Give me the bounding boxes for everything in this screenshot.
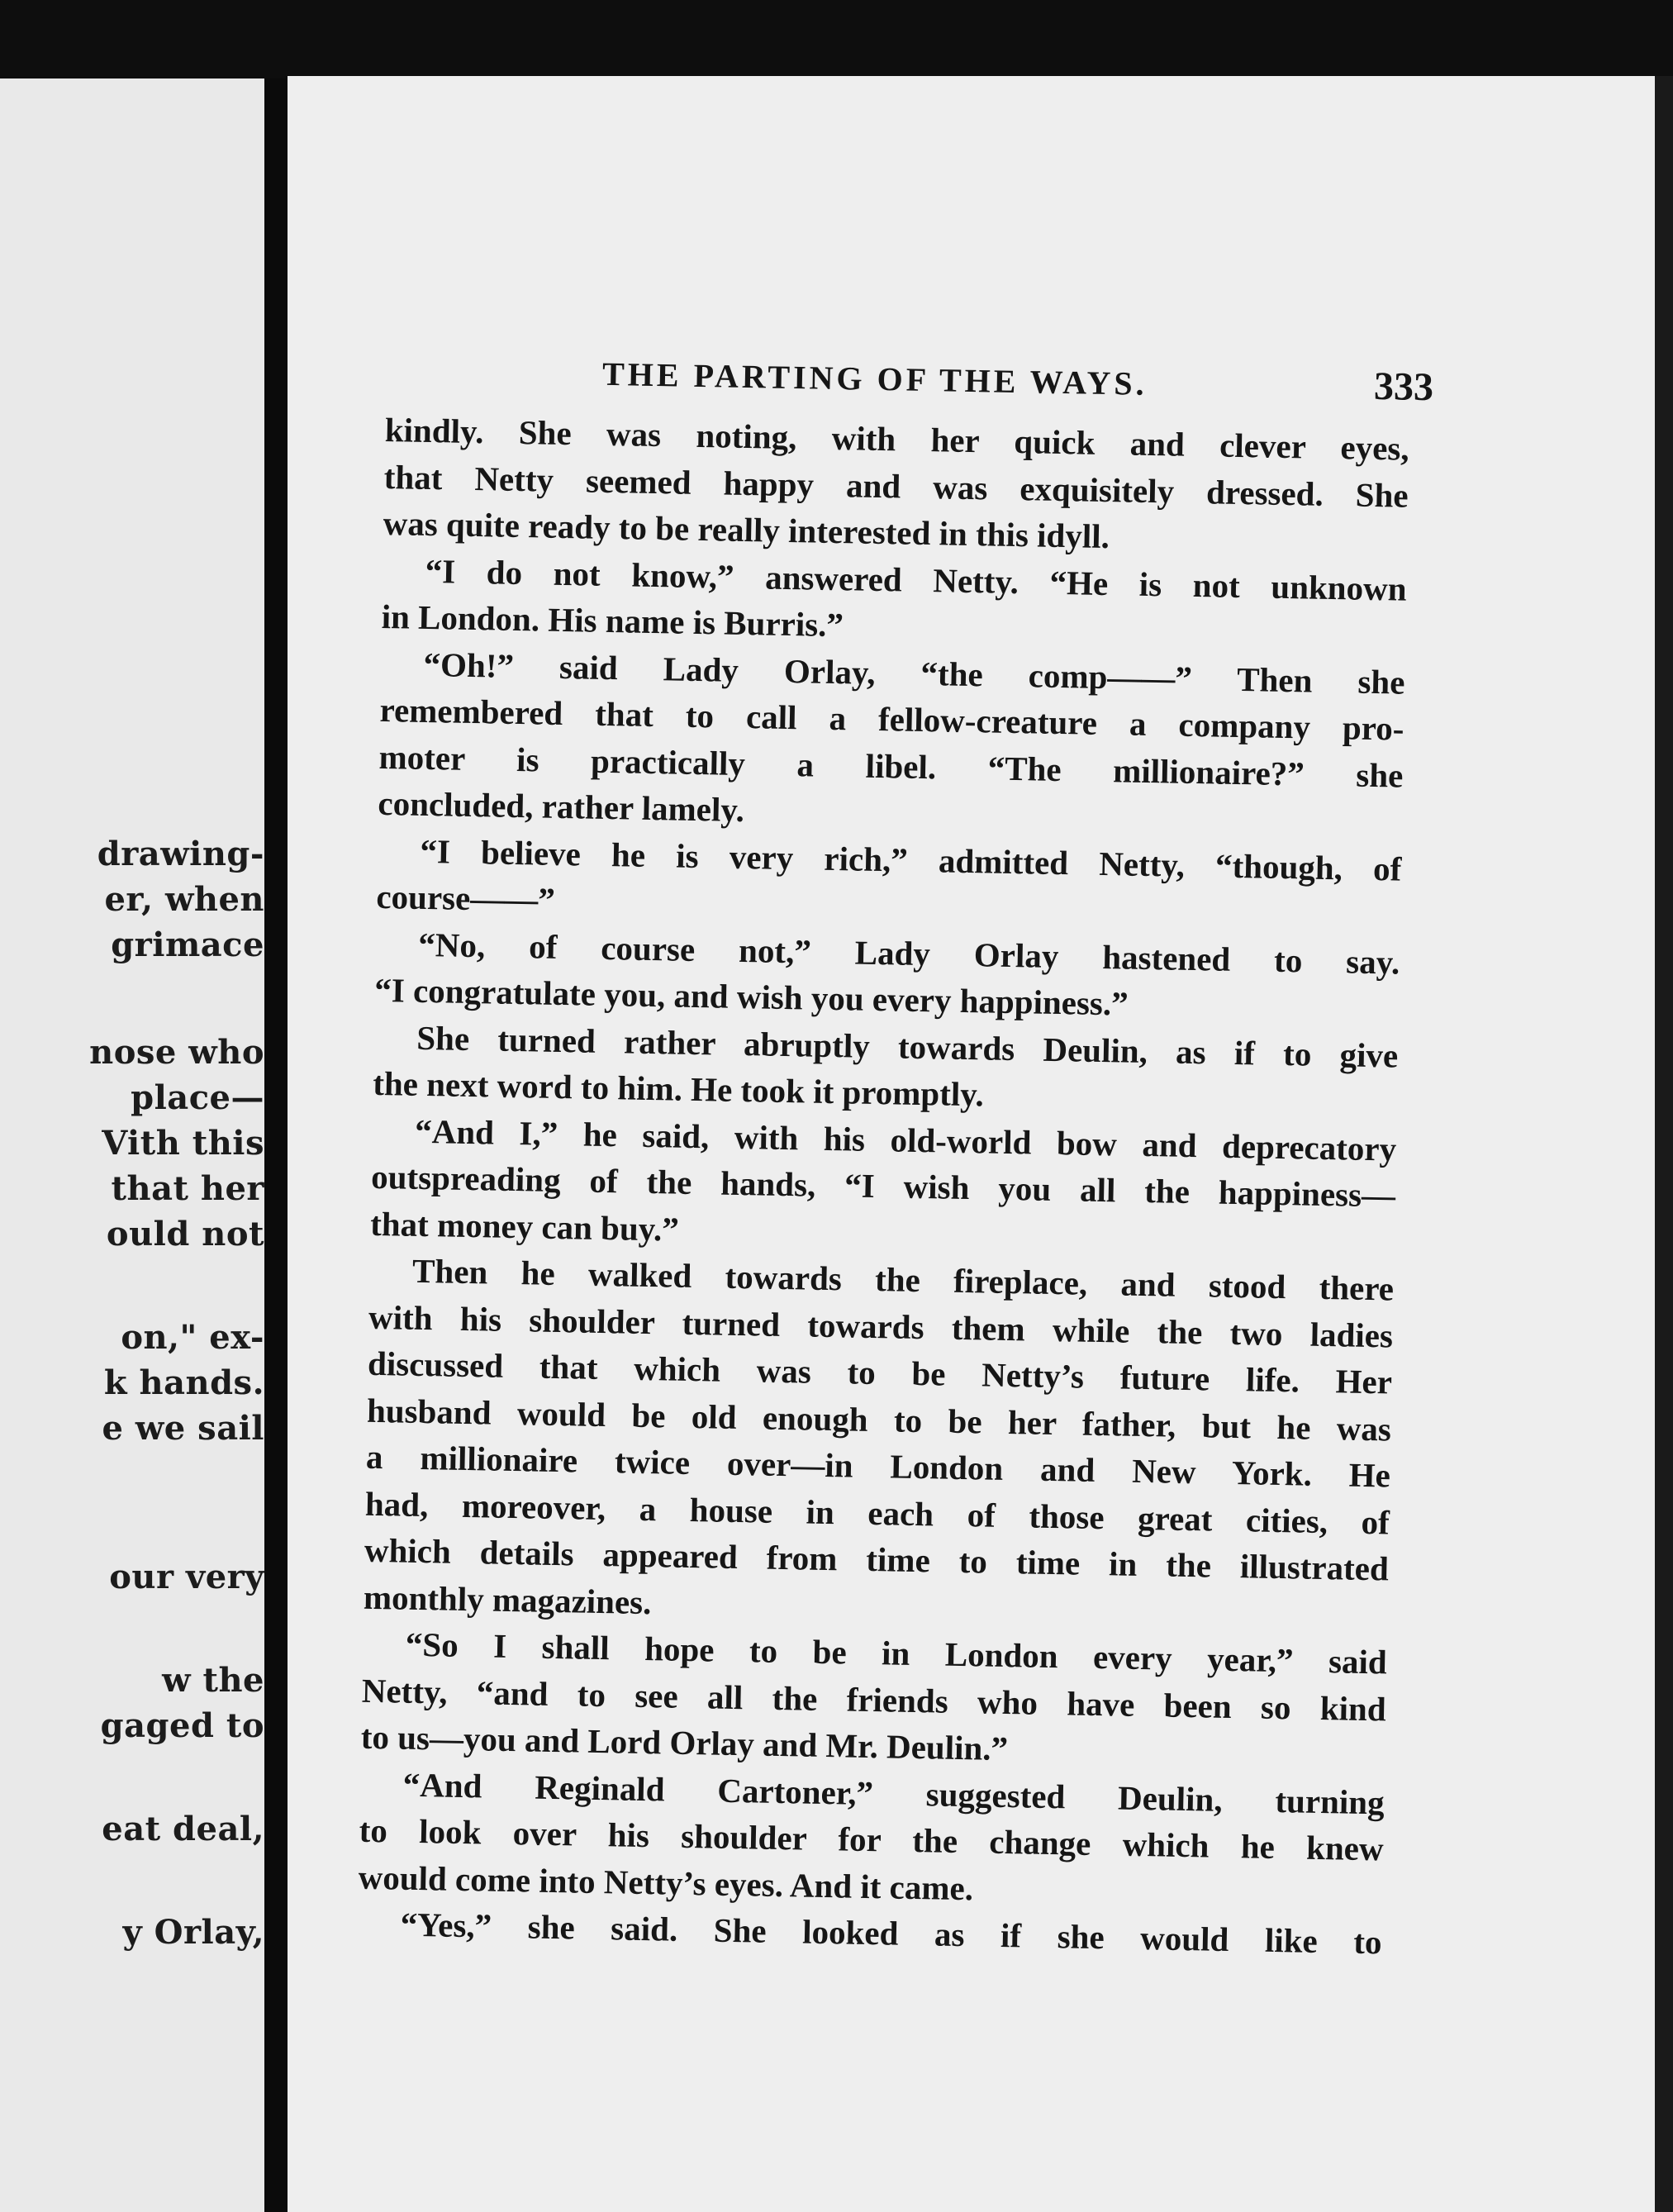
facing-page-line: place—: [131, 1078, 264, 1117]
text-line: course——”: [376, 877, 556, 919]
text-line: to us—you and Lord Orlay and Mr. Deulin.”: [360, 1717, 1009, 1768]
facing-page-line: er, when: [104, 880, 264, 919]
text-line: concluded, rather lamely.: [378, 783, 745, 830]
text-line: remembered that to call a fellow-creature a company pro-: [379, 690, 1404, 748]
text-line: Then he walked towards the fireplace, and stood there: [411, 1251, 1395, 1308]
text-line: discussed that which was to be Netty’s future life. Her: [367, 1344, 1393, 1401]
scanner-top-band: [0, 0, 1673, 83]
text-line: Netty, “and to see all the friends who have been so kind: [361, 1671, 1387, 1728]
running-head-title: THE PARTING OF THE WAYS.: [601, 354, 1148, 402]
page-text-block: [357, 332, 1434, 1966]
text-line: with his shoulder turned towards them while the two ladies: [368, 1297, 1394, 1355]
facing-page-line: our very: [109, 1558, 264, 1596]
facing-page-line: k hands.: [103, 1363, 264, 1402]
facing-page-line: nose who: [89, 1033, 264, 1072]
text-line: to look over his shoulder for the change which he knew: [359, 1810, 1384, 1868]
facing-page-line: y Orlay,: [122, 1913, 264, 1952]
page-number: 333: [1373, 364, 1434, 410]
text-line: “Yes,” she said. She looked as if she would like to: [400, 1905, 1382, 1962]
text-line: She turned rather abruptly towards Deulin, as if to give: [416, 1018, 1399, 1075]
text-line: “And I,” he said, with his old-world bow and deprecatory: [414, 1111, 1397, 1168]
text-line: “I do not know,” answered Netty. “He is not unknown: [425, 551, 1407, 608]
text-line: monthly magazines.: [363, 1577, 652, 1621]
text-line: was quite ready to be really interested in this idyll.: [383, 503, 1110, 556]
facing-page-line: drawing-: [97, 835, 264, 873]
text-line: outspreading of the hands, “I wish you all the happiness—: [370, 1157, 1396, 1215]
text-line: in London. His name is Burris.”: [381, 597, 844, 645]
book-gutter: [264, 78, 288, 2212]
facing-page-line: grimace: [111, 925, 264, 964]
text-line: had, moreover, a house in each of those great cities, of: [364, 1484, 1390, 1541]
text-line: “I believe he is very rich,” admitted Netty, “though, of: [420, 831, 1402, 888]
text-line: would come into Netty’s eyes. And it came.: [358, 1858, 974, 1907]
facing-page-line: on," ex-: [121, 1318, 264, 1357]
facing-page-line: Vith this: [102, 1124, 264, 1163]
text-line: kindly. She was noting, with her quick and clever eyes,: [384, 410, 1410, 468]
text-line: “Oh!” said Lady Orlay, “the comp——” Then she: [423, 645, 1405, 702]
text-line: “No, of course not,” Lady Orlay hastened to say.: [418, 925, 1400, 982]
text-line: husband would be old enough to be her father, but he was: [366, 1391, 1392, 1448]
facing-page-line: that her: [111, 1169, 264, 1208]
facing-page-line: e we sail: [102, 1409, 264, 1448]
facing-page-left: [0, 78, 273, 2212]
text-line: that Netty seemed happy and was exquisitely dressed. She: [383, 457, 1409, 515]
facing-page-line: ould not: [106, 1215, 264, 1253]
facing-page-line: gaged to: [100, 1706, 264, 1745]
text-line: that money can buy.”: [369, 1204, 680, 1249]
text-line: the next word to him. He took it promptly.: [372, 1063, 985, 1114]
page-edge-shadow: [1655, 76, 1673, 2212]
text-line: which details appeared from time to time in the illustrated: [364, 1530, 1390, 1588]
text-line: “And Reginald Cartoner,” suggested Deulin, turning: [402, 1765, 1385, 1821]
text-line: a millionaire twice over—in London and New York. He: [365, 1437, 1391, 1495]
facing-page-line: eat deal,: [102, 1810, 264, 1848]
text-line: “I congratulate you, and wish you every happiness.”: [373, 970, 1129, 1023]
facing-page-line: w the: [162, 1661, 264, 1700]
text-line: “So I shall hope to be in London every year,” said: [405, 1625, 1388, 1682]
text-line: moter is practically a libel. “The millionaire?” she: [378, 737, 1404, 795]
body-text: [357, 407, 1409, 1966]
book-page-333: [288, 76, 1673, 2212]
